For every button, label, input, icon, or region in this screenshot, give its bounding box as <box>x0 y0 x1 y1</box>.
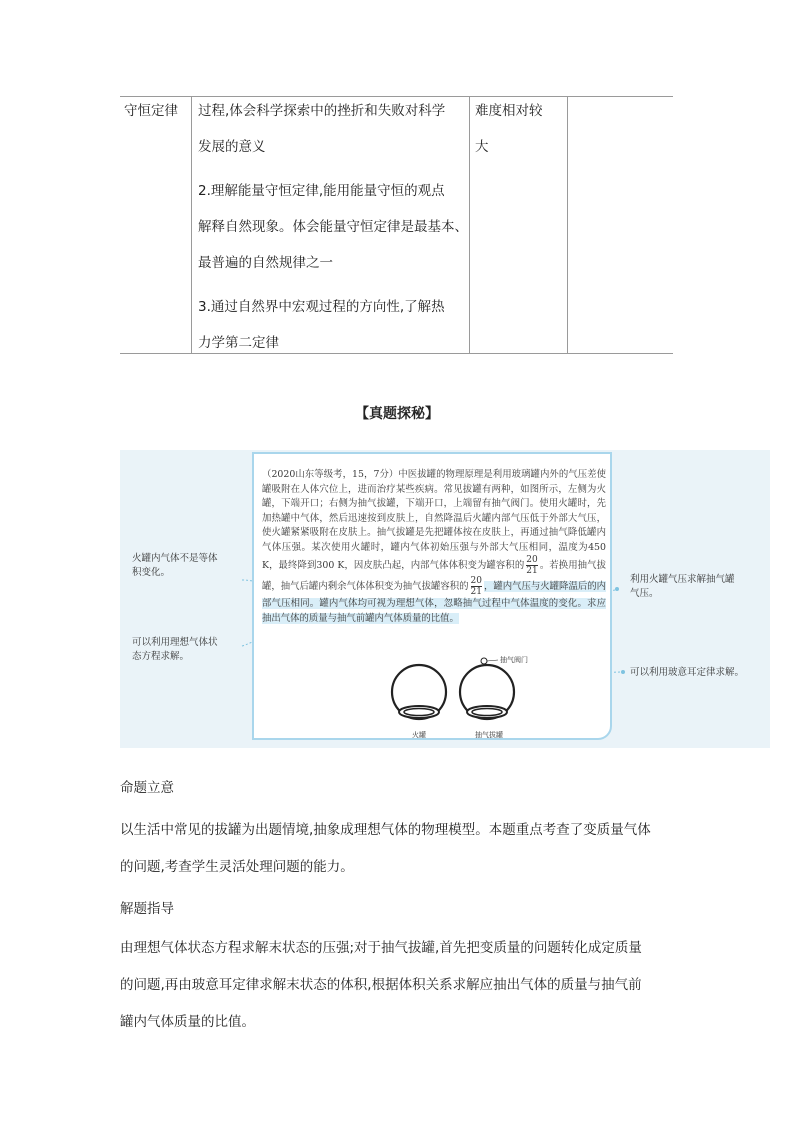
exam-problem-figure <box>120 450 770 748</box>
text-line: 发展的意义 <box>198 139 266 155</box>
fraction-numerator: 20 <box>470 576 482 586</box>
text-line: 利用火罐气压求解抽气罐 <box>630 574 735 585</box>
guide-paragraph <box>120 930 675 1041</box>
problem-card <box>252 452 612 740</box>
fire-cup-label: 火罐 <box>412 731 426 739</box>
table-cell-topic: 守恒定律 <box>124 103 178 119</box>
guide-heading: 解题指导 <box>120 901 174 917</box>
note-use-fire-cup-pressure <box>630 573 735 601</box>
problem-text-part: 。若换用抽气拔罐，抽气后罐内剩余气体体积变为抽气拔罐容积的 <box>262 560 606 592</box>
table-divider <box>191 96 192 354</box>
table-divider <box>469 96 470 354</box>
problem-text-part: ，罐内气压与火罐降温后的内部气压相同。罐内气体均可视为理想气体，忽略抽气过程中气体温度的变化。求应抽出气体的质量与抽气前罐内气体质量的比值。 <box>262 581 606 624</box>
text-line: 3.通过自然界中宏观过程的方向性,了解热 <box>198 299 445 315</box>
intent-paragraph <box>120 812 675 886</box>
text-line: 态方程求解。 <box>132 651 190 662</box>
problem-text <box>262 468 606 626</box>
problem-text-part: （2020山东等级考，15，7分）中医拔罐的物理原理是利用玻璃罐内外的气压差使罐吸附在人体穴位上，进而治疗某些疾病。常见拔罐有两种，如图所示，左侧为火罐，下端开口；右侧为抽气拔罐，下端开口，上端留有抽气阀门。使用火罐时，先加热罐中气体，然后迅速按到皮肤上，自然降温后火罐内部气压低于外部大气压，使火罐紧紧吸附在皮肤上。抽气拔罐是先把罐体按在皮肤上，再通过抽气降低罐内气体压强。某次使用火罐时，罐内气体初始压强与外部大气压相同，温度为450 K，最终降到300 K，因皮肤凸起，内部气体体积变为罐容积的 <box>262 469 606 571</box>
standards-table <box>120 96 673 354</box>
fraction-denominator: 21 <box>470 587 482 597</box>
section-title: 【真题探秘】 <box>355 406 439 422</box>
text-line: 气压。 <box>630 588 659 599</box>
text-line: 解释自然现象。体会能量守恒定律是最基本、 <box>198 219 468 235</box>
text-line: 火罐内气体不是等体 <box>132 553 218 564</box>
text-line: 过程,体会科学探索中的挫折和失败对科学 <box>198 103 446 119</box>
text-line: 难度相对较 <box>475 103 543 119</box>
fraction-denominator: 21 <box>526 566 538 576</box>
text-line: 的问题,考查学生灵活处理问题的能力。 <box>120 859 354 875</box>
fraction <box>526 555 537 576</box>
note-boyle-law: 可以利用玻意耳定律求解。 <box>630 667 745 678</box>
fraction-numerator: 20 <box>526 555 538 565</box>
table-cell-difficulty <box>475 93 543 165</box>
note-not-isochoric <box>132 552 218 580</box>
text-line: 罐内气体质量的比值。 <box>120 1014 255 1030</box>
table-cell-objectives <box>198 93 468 361</box>
text-line: 可以利用理想气体状 <box>132 637 218 648</box>
text-line: 大 <box>475 139 489 155</box>
text-line: 积变化。 <box>132 567 171 578</box>
valve-label: 抽气阀门 <box>500 656 528 664</box>
text-line: 由理想气体状态方程求解末状态的压强;对于抽气拔罐,首先把变质量的问题转化成定质量 <box>120 940 642 956</box>
text-line: 最普遍的自然规律之一 <box>198 255 333 271</box>
fraction <box>471 576 482 597</box>
note-ideal-gas-equation <box>132 636 218 664</box>
text-line: 力学第二定律 <box>198 335 279 351</box>
intent-heading: 命题立意 <box>120 780 174 796</box>
text-line: 的问题,再由玻意耳定律求解末状态的体积,根据体积关系求解应抽出气体的质量与抽气前 <box>120 977 642 993</box>
cupping-jars-illustration <box>384 652 564 742</box>
text-line: 以生活中常见的拔罐为出题情境,抽象成理想气体的物理模型。本题重点考查了变质量气体 <box>120 822 651 838</box>
text-line: 2.理解能量守恒定律,能用能量守恒的观点 <box>198 183 445 199</box>
table-divider <box>567 96 568 354</box>
vacuum-cup-label: 抽气拔罐 <box>475 731 503 739</box>
